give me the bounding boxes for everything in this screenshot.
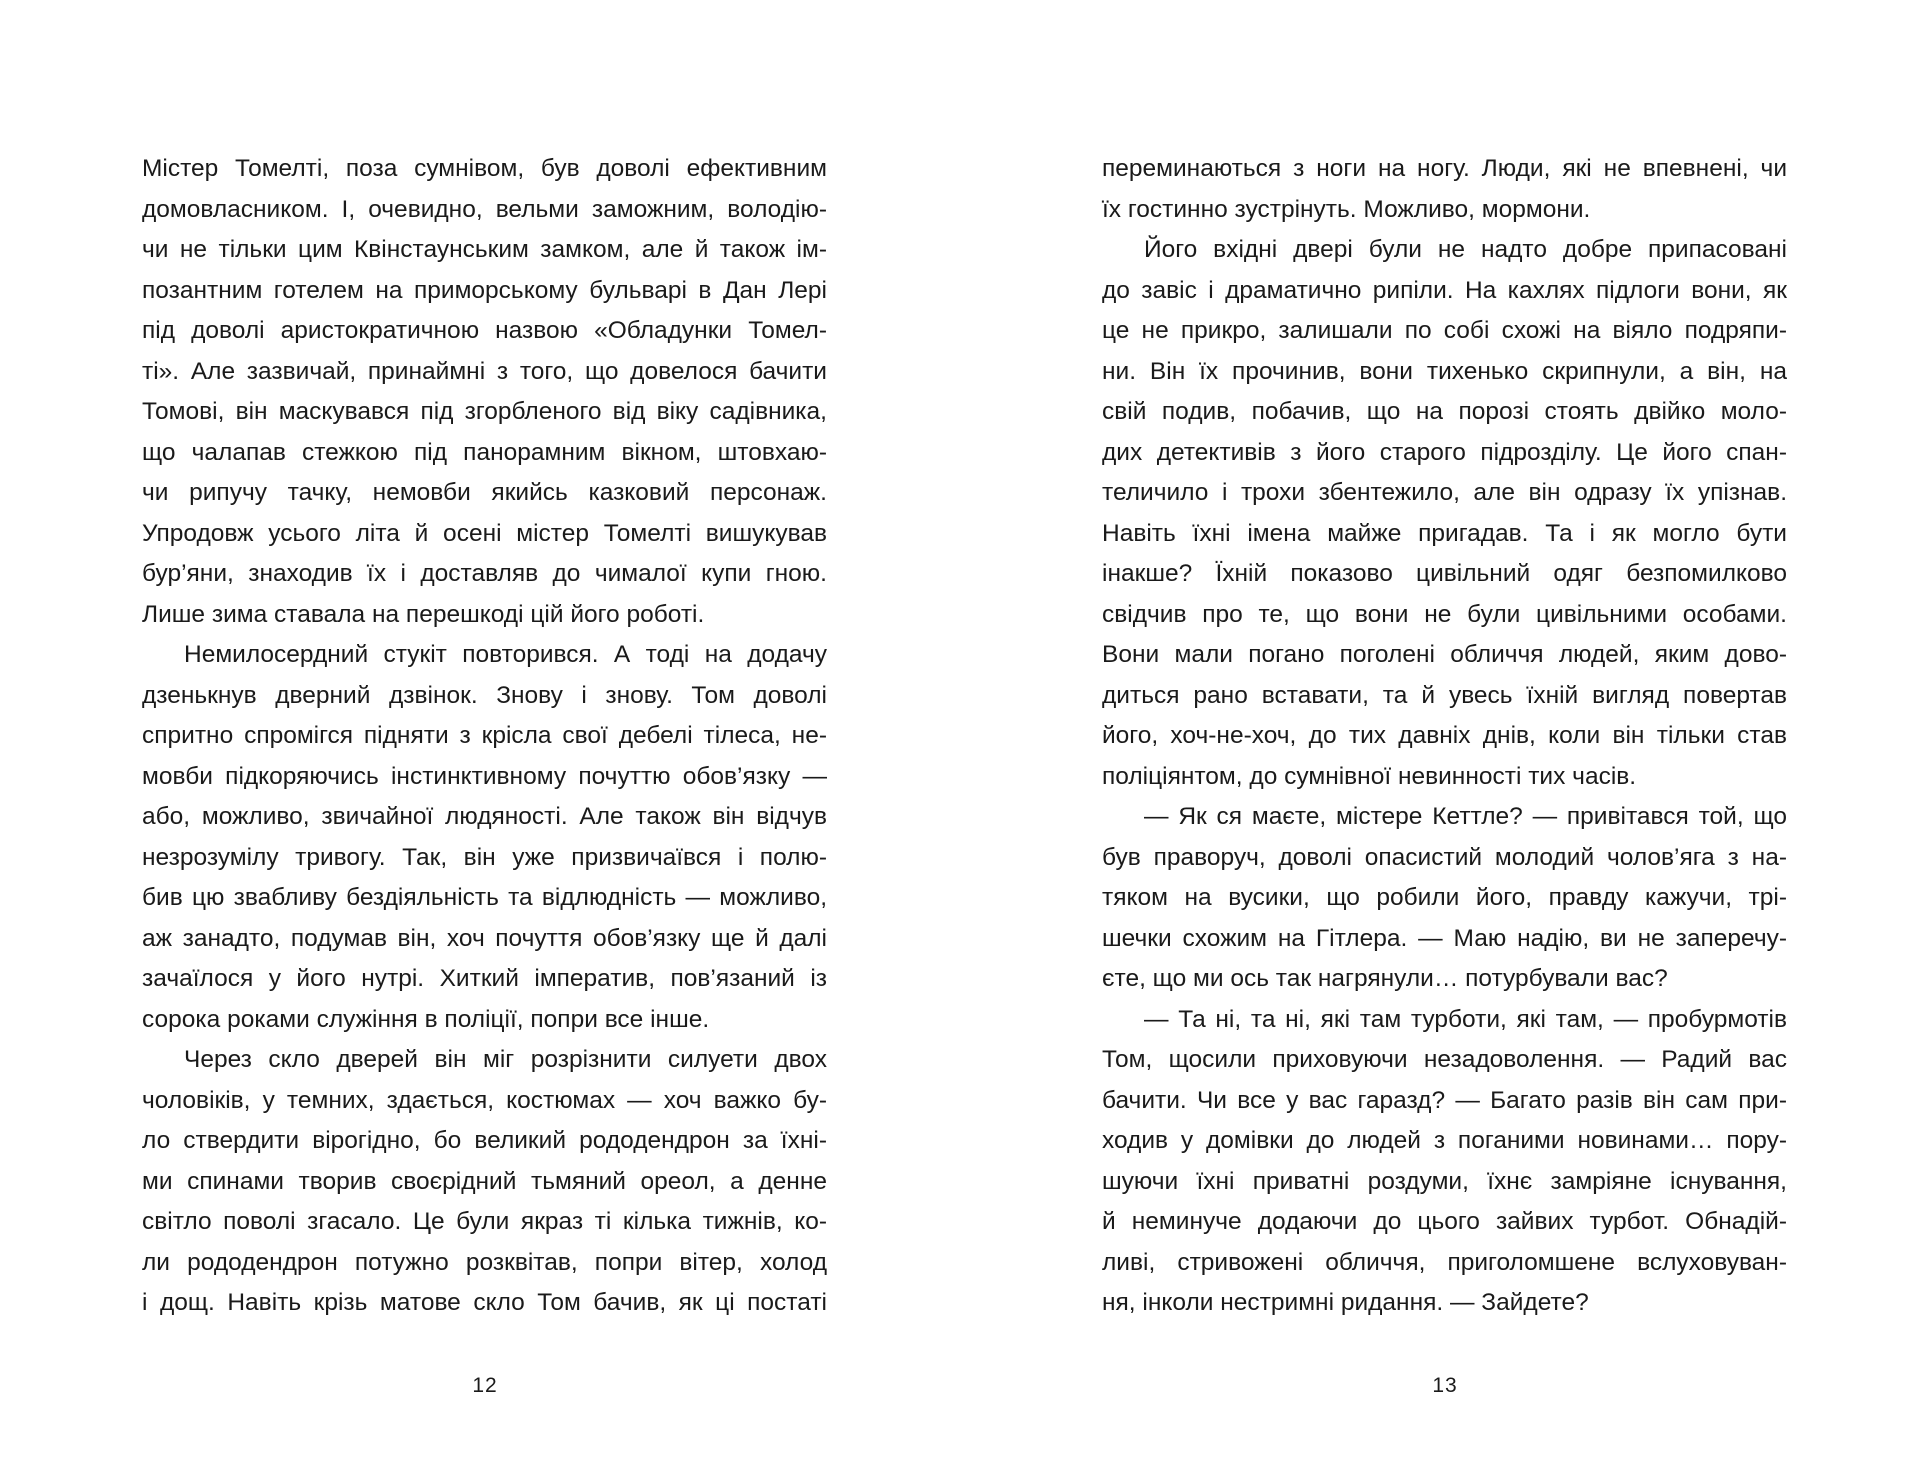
text-line: мовби підкоряючись інстинктивному почуттю обов’язку —	[142, 762, 827, 790]
paragraph	[1102, 230, 1787, 797]
paragraph	[142, 149, 827, 635]
text-line: свідчив про те, що вони не були цивільними особами.	[1102, 600, 1787, 628]
paragraph	[1102, 797, 1787, 1000]
text-line: свій подив, побачив, що на порозі стоять двійко моло-	[1102, 398, 1787, 425]
text-line: його, хоч-не-хоч, до тих давніх днів, коли він тільки став	[1102, 722, 1787, 749]
text-line: ло ствердити вірогідно, бо великий рододендрон за їхні-	[142, 1127, 827, 1154]
right-page	[960, 0, 1920, 1477]
text-line: шуючи їхні приватні роздуми, їхнє замріяне існування,	[1102, 1167, 1787, 1195]
text-line: це не прикро, залишали по собі схожі на віяло подряпи-	[1102, 317, 1787, 344]
text-line: чи не тільки цим Квінстаунським замком, але й також ім-	[142, 236, 827, 263]
left-page-text	[142, 149, 827, 1324]
text-line: сорока роками служіння в поліції, попри все інше.	[142, 1005, 710, 1033]
text-line: ходив у домівки до людей з поганими новинами… пору-	[1102, 1127, 1787, 1154]
text-line: Через скло дверей він міг розрізнити силуети двох	[184, 1046, 827, 1073]
text-line: Томові, він маскувався під згорбленого від віку садівника,	[142, 398, 827, 425]
text-line: диться рано вставати, та й увесь їхній вигляд повертав	[1102, 681, 1787, 709]
text-line: Том, щосили приховуючи незадоволення. — Радий вас	[1102, 1046, 1787, 1073]
text-line: ми спинами творив своєрідний тьмяний ореол, а денне	[142, 1167, 827, 1195]
text-line: позантним готелем на приморському бульварі в Дан Лері	[142, 276, 827, 304]
paragraph	[142, 635, 827, 1040]
text-line: тяком на вусики, що робили його, правду кажучи, трі-	[1102, 884, 1787, 911]
text-line: інакше? Їхній показово цивільний одяг безпомилково	[1102, 560, 1787, 587]
text-line: й неминуче додаючи до цього зайвих турбот. Обнадій-	[1102, 1208, 1787, 1235]
text-line: теличило і трохи збентежило, але він одразу їх упізнав.	[1102, 479, 1787, 506]
text-line: чи рипучу тачку, немовби якийсь казковий персонаж.	[142, 479, 827, 506]
text-line: ті». Але зазвичай, принаймні з того, що довелося бачити	[142, 357, 827, 385]
text-line: поліціянтом, до сумнівної невинності тих часів.	[1102, 762, 1637, 790]
text-line: Його вхідні двері були не надто добре припасовані	[1144, 236, 1787, 263]
text-line: шечки схожим на Гітлера. — Маю надію, ви не заперечу-	[1102, 924, 1787, 952]
text-line: бив цю звабливу бездіяльність та відлюдність — можливо,	[142, 884, 827, 911]
text-line: домовласником. І, очевидно, вельми заможним, володію-	[142, 195, 827, 223]
text-line: Вони мали погано поголені обличчя людей, яким дово-	[1102, 641, 1787, 668]
text-line: або, можливо, звичайної людяності. Але також він відчув	[142, 803, 827, 830]
text-line: спритно спромігся підняти з крісла свої дебелі тілеса, не-	[142, 722, 827, 749]
paragraph	[1102, 1000, 1787, 1324]
text-line: чоловіків, у темних, здається, костюмах — хоч важко бу-	[142, 1086, 827, 1114]
paragraph	[142, 1040, 827, 1324]
text-line: дзенькнув дверний дзвінок. Знову і знову. Том доволі	[142, 681, 827, 709]
text-line: — Як ся маєте, містере Кеттле? — привітався той, що	[1144, 803, 1787, 830]
text-line: ли рододендрон потужно розквітав, попри вітер, холод	[142, 1248, 827, 1276]
text-line: зачаїлося у його нутрі. Хиткий імператив, пов’язаний із	[142, 965, 827, 992]
text-line: дих детективів з його старого підрозділу. Це його спан-	[1102, 438, 1787, 466]
text-line: — Та ні, та ні, які там турботи, які там, — пробурмотів	[1144, 1005, 1787, 1033]
text-line: Упродовж усього літа й осені містер Томелті вишукував	[142, 519, 827, 547]
text-line: бачити. Чи все у вас гаразд? — Багато разів він сам при-	[1102, 1086, 1787, 1114]
text-line: світло поволі згасало. Це були якраз ті кілька тижнів, ко-	[142, 1208, 827, 1235]
right-page-text	[1102, 149, 1787, 1324]
text-line: єте, що ми ось так нагрянули… потурбували вас?	[1102, 965, 1668, 992]
text-line: що чалапав стежкою під панорамним вікном, штовхаю-	[142, 438, 827, 466]
text-line: під доволі аристократичною назвою «Обладунки Томел-	[142, 317, 827, 344]
paragraph	[1102, 149, 1787, 230]
text-line: і дощ. Навіть крізь матове скло Том бачив, як ці постаті	[142, 1289, 827, 1316]
text-line: незрозумілу тривогу. Так, він уже призвичаївся і полю-	[142, 843, 827, 871]
text-line: Навіть їхні імена майже пригадав. Та і як могло бути	[1102, 519, 1787, 547]
text-line: Немилосердний стукіт повторився. А тоді на додачу	[184, 641, 827, 668]
text-line: ня, інколи нестримні ридання. — Зайдете?	[1102, 1289, 1589, 1316]
text-line: був праворуч, доволі опасистий молодий чолов’яга з на-	[1102, 843, 1787, 871]
text-line: ни. Він їх прочинив, вони тихенько скрипнули, а він, на	[1102, 357, 1787, 385]
text-line: Лише зима ставала на перешкоді цій його роботі.	[142, 600, 705, 628]
text-line: Містер Томелті, поза сумнівом, був доволі ефективним	[142, 155, 827, 182]
right-page-number: 13	[1432, 1374, 1458, 1397]
text-line: аж занадто, подумав він, хоч почуття обов’язку ще й далі	[142, 924, 827, 952]
text-line: переминаються з ноги на ногу. Люди, які не впевнені, чи	[1102, 155, 1787, 182]
text-line: до завіс і драматично рипіли. На кахлях підлоги вони, як	[1102, 276, 1787, 304]
left-page-number: 12	[472, 1374, 498, 1397]
text-line: ливі, стривожені обличчя, приголомшене вслуховуван-	[1102, 1248, 1787, 1276]
text-line: їх гостинно зустрінуть. Можливо, мормони.	[1102, 195, 1591, 223]
text-line: бур’яни, знаходив їх і доставляв до чималої купи гною.	[142, 560, 827, 587]
